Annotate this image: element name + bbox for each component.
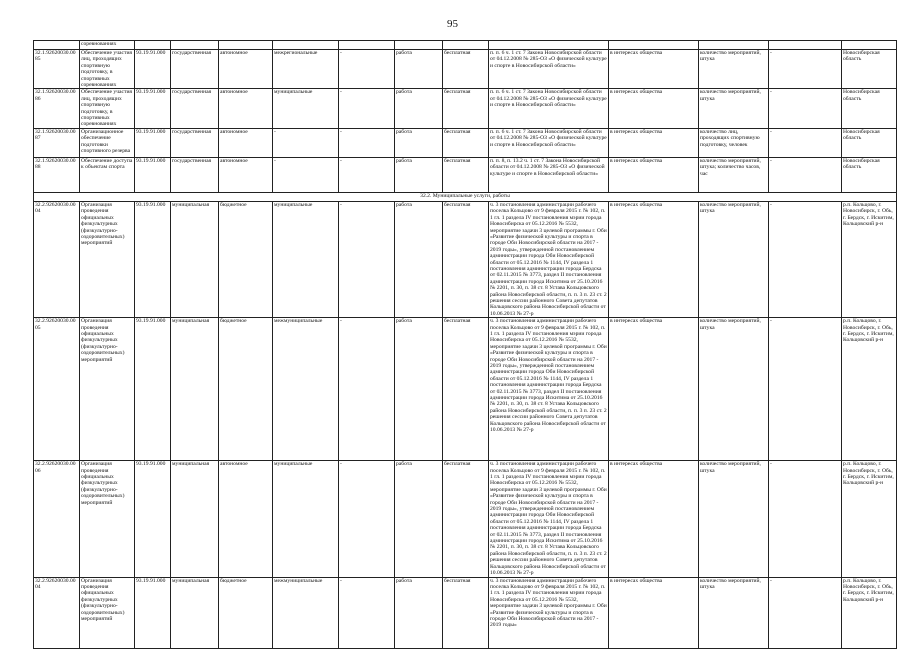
section-title: 32.2. Муниципальные услуги, работы [34,192,897,201]
cell-pay: бесплатная [443,128,489,157]
cell-dash: - [769,89,842,128]
cell-okved: 93.19.91.000 [135,318,171,461]
cell-code: 32.1.92620030.0086 [34,89,80,128]
continuation-text: соревнованиях [80,41,135,50]
cell-indicator: количество мероприятий, штука [699,50,769,89]
section-row [34,192,897,201]
cell-activity: межмуниципальные [273,577,339,648]
cell-basis: ч. 3 постановления администрации рабочего поселка Кольцово от 9 февраля 2015 г. № 102, п. 1 гл. 1 раздела IV постановления мэрии города Новосибирска от 05.12.2016 № 5532, мероприятие задачи 3 целевой программы г. Оби «Развитие физической культуры и спорта в городе Оби Новосибирской области на 2017 - 2019 годы», утвержденной постановлением администрации города Оби Новосибирской области от 05.12.2016 № 1144, IV раздела 1 постановления администрации города Бердска от 02.11.2015 № 3773, раздел II постановления администрации города Искитима от 25.10.2016 № 2201, п. 30, п. 38 ст. 8 Устава Кольцовского района Новосибирской области, п. п. 3 п. 23 ст. 2 решения сессии районного Совета депутатов Кольцовского района Новосибирской области от 10.06.2013 № 27-р [490,461,607,577]
cell-basis: ч. 3 постановления администрации рабочего поселка Кольцово от 9 февраля 2015 г. № 102, п. 1 гл. 1 раздела IV постановления мэрии города Новосибирска от 05.12.2016 № 5532, мероприятие задачи 3 целевой программы г. Оби «Развитие физической культуры и спорта в городе Оби Новосибирской области на 2017 - 2019 годы» [489,577,609,648]
cell-activity: муниципальные [273,201,339,317]
cell-owner: муниципальная [171,577,219,648]
cell-inst-type: автономное [219,50,273,89]
table-row [34,461,897,577]
cell-name: Организационное обеспечение подготовки спортивного резерва [80,128,135,157]
cell-owner: муниципальная [171,201,219,317]
cell-inst-type: бюджетное [219,318,273,461]
cell-owner: государственная [171,157,219,192]
table-row [34,41,897,50]
cell-okved: 93.19.91.000 [135,157,171,192]
cell-dash: - [339,461,395,577]
cell-basis: ч. 3 постановления администрации рабочего поселка Кольцово от 9 февраля 2015 г. № 102, п. 1 гл. 1 раздела IV постановления мэрии города Новосибирска от 05.12.2016 № 5532, мероприятие задачи 3 целевой программы г. Оби «Развитие физической культуры и спорта в городе Оби Новосибирской области на 2017 - 2019 годы», утвержденной постановлением администрации города Оби Новосибирской области от 05.12.2016 № 1144, IV раздела 1 постановления администрации города Бердска от 02.11.2015 № 3773, раздел II постановления администрации города Искитима от 25.10.2016 № 2201, п. 30, п. 38 ст. 8 Устава Кольцовского района Новосибирской области, п. п. 3 п. 23 ст. 2 решения сессии районного Совета депутатов Кольцовского района Новосибирской области от 10.06.2013 № 27-р [489,318,609,461]
cell-kind: работа [395,318,443,461]
cell-dash: - [769,201,842,317]
cell-activity: муниципальные [273,89,339,128]
cell-inst-type: автономное [219,128,273,157]
cell-code: 32.2.92620030.0005 [34,318,80,461]
table-row [34,577,897,648]
cell-dash: - [339,89,395,128]
cell-owner: государственная [171,50,219,89]
cell-criterion: в интересах общества [609,461,699,577]
cell-okved: 93.19.91.000 [135,50,171,89]
cell-code: 32.1.92620030.0087 [34,128,80,157]
cell-dash: - [769,157,842,192]
cell-basis: п. п. 6 ч. 1 ст. 7 Закона Новосибирской области от 04.12.2008 № 285-ОЗ «О физической культуре и спорте в Новосибирской области» [489,50,609,89]
page-number: 95 [447,18,458,30]
cell-pay: бесплатная [443,577,489,648]
cell-indicator: количество мероприятий, штука [699,89,769,128]
cell-name: Организация проведения официальных физкультурных (физкультурно-оздоровительных) мероприятий [80,201,135,317]
cell-location: р.п. Кольцово, г. Новосибирск, г. Обь, г. Бердск, г. Искитим, Кольцовский р-н [842,318,897,461]
cell-dash: - [769,461,842,577]
cell-dash: - [339,157,395,192]
cell-criterion: в интересах общества [609,577,699,648]
cell-inst-type: бюджетное [219,577,273,648]
cell-pay: бесплатная [443,461,489,577]
cell-dash: - [339,318,395,461]
cell-owner: муниципальная [171,318,219,461]
cell-location: р.п. Кольцово, г. Новосибирск, г. Обь, г. Бердск, г. Искитим, Кольцовский р-н [842,577,897,648]
cell-location: р.п. Кольцово, г. Новосибирск, г. Обь, г. Бердск, г. Искитим, Кольцовский р-н [842,461,897,577]
cell-kind: работа [395,461,443,577]
cell-pay: бесплатная [443,157,489,192]
cell-name: Организация проведения официальных физкультурных (физкультурно-оздоровительных) мероприятий [80,461,135,577]
cell-indicator: количество мероприятий, штука [699,461,769,577]
cell-code: 32.2.92620030.0004 [34,577,80,648]
cell-pay: бесплатная [443,89,489,128]
cell-basis: п. п. 8, п. 13.2 ч. 1 ст. 7 Закона Новосибирской области от 04.12.2008 № 285-ОЗ «О физической культуре и спорте в Новосибирской области» [489,157,609,192]
cell-okved: 93.19.91.000 [135,89,171,128]
cell-location: Новосибирская область [842,50,897,89]
cell-basis: п. п. 6 ч. 1 ст. 7 Закона Новосибирской области от 04.12.2008 № 285-ОЗ «О физической культуре и спорте в Новосибирской области» [489,89,609,128]
table-row [34,89,897,128]
cell-owner: государственная [171,128,219,157]
cell-location: р.п. Кольцово, г. Новосибирск, г. Обь, г. Бердск, г. Искитим, Кольцовский р-н [842,201,897,317]
cell-pay: бесплатная [443,201,489,317]
cell-code: 32.1.92620030.0085 [34,50,80,89]
cell-dash: - [769,128,842,157]
cell-code: 32.1.92620030.0088 [34,157,80,192]
cell-okved: 93.19.91.000 [135,128,171,157]
cell-dash: - [769,577,842,648]
cell-pay: бесплатная [443,318,489,461]
cell-name: Организация проведения официальных физкультурных (физкультурно-оздоровительных) мероприятий [80,318,135,461]
cell-indicator: количество мероприятий, штука; количество часов, час [699,157,769,192]
cell-location: Новосибирская область [842,128,897,157]
cell-okved: 93.19.91.000 [135,461,171,577]
cell-criterion: в интересах общества [609,157,699,192]
cell-dash: - [339,128,395,157]
cell-kind: работа [395,157,443,192]
cell-okved: 93.19.91.000 [135,201,171,317]
cell-criterion: в интересах общества [609,318,699,461]
cell-activity: муниципальные [273,461,339,577]
cell-kind: работа [395,577,443,648]
cell-indicator: количество мероприятий, штука [699,201,769,317]
cell-dash: - [339,201,395,317]
cell-criterion: в интересах общества [609,201,699,317]
cell-name: Обеспечение участия лиц, проходящих спортивную подготовку, в спортивных соревнованиях [80,89,135,128]
cell-inst-type: автономное [219,461,273,577]
registry-table [33,40,897,649]
cell-name: Обеспечение доступа к объектам спорта [80,157,135,192]
cell-dash: - [339,50,395,89]
cell-pay: бесплатная [443,50,489,89]
cell-kind: работа [395,89,443,128]
table-row [34,201,897,317]
cell-activity: - [273,128,339,157]
cell-okved: 93.19.91.000 [135,577,171,648]
cell-criterion: в интересах общества [609,50,699,89]
cell-inst-type: автономное [219,89,273,128]
table-row [34,318,897,461]
cell-kind: работа [395,201,443,317]
cell-owner: муниципальная [171,461,219,577]
cell-indicator: количество мероприятий, штука [699,577,769,648]
cell-owner: государственная [171,89,219,128]
table-row [34,157,897,192]
cell-indicator: количество лиц, проходящих спортивную подготовку, человек [699,128,769,157]
table-row [34,128,897,157]
cell-name: Организация проведения официальных физкультурных (физкультурно-оздоровительных) мероприятий [80,577,135,648]
table-row [34,50,897,89]
cell-criterion: в интересах общества [609,89,699,128]
cell-criterion: в интересах общества [609,128,699,157]
cell-inst-type: бюджетное [219,201,273,317]
cell-dash: - [769,50,842,89]
cell-inst-type: автономное [219,157,273,192]
cell-name: Обеспечение участия лиц, проходящих спортивную подготовку, в спортивных соревнованиях [80,50,135,89]
cell-indicator: количество мероприятий, штука [699,318,769,461]
cell-kind: работа [395,50,443,89]
cell-dash: - [339,577,395,648]
cell-code: 32.2.92620030.0006 [34,461,80,577]
cell-code: 32.2.92620030.0004 [34,201,80,317]
cell-dash: - [769,318,842,461]
cell-kind: работа [395,128,443,157]
cell-activity: - [273,157,339,192]
cell-basis: ч. 3 постановления администрации рабочего поселка Кольцово от 9 февраля 2015 г. № 102, п. 1 гл. 1 раздела IV постановления мэрии города Новосибирска от 05.12.2016 № 5532, мероприятие задачи 3 целевой программы г. Оби «Развитие физической культуры и спорта в городе Оби Новосибирской области на 2017 - 2019 годы», утвержденной постановлением администрации города Оби Новосибирской области от 05.12.2016 № 1144, IV раздела 1 постановления администрации города Бердска от 02.11.2015 № 3773, раздел II постановления администрации города Искитима от 25.10.2016 № 2201, п. 30, п. 38 ст. 8 Устава Кольцовского района Новосибирской области, п. п. 3 п. 23 ст. 2 решения сессии районного Совета депутатов Кольцовского района Новосибирской области от 10.06.2013 № 27-р [490,201,607,317]
cell-location: Новосибирская область [842,157,897,192]
cell-basis: п. п. 6 ч. 1 ст. 7 Закона Новосибирской области от 04.12.2008 № 285-ОЗ «О физической культуре и спорте в Новосибирской области» [489,128,609,157]
cell-activity: межрегиональные [273,50,339,89]
cell-location: Новосибирская область [842,89,897,128]
cell-activity: межмуниципальные [273,318,339,461]
